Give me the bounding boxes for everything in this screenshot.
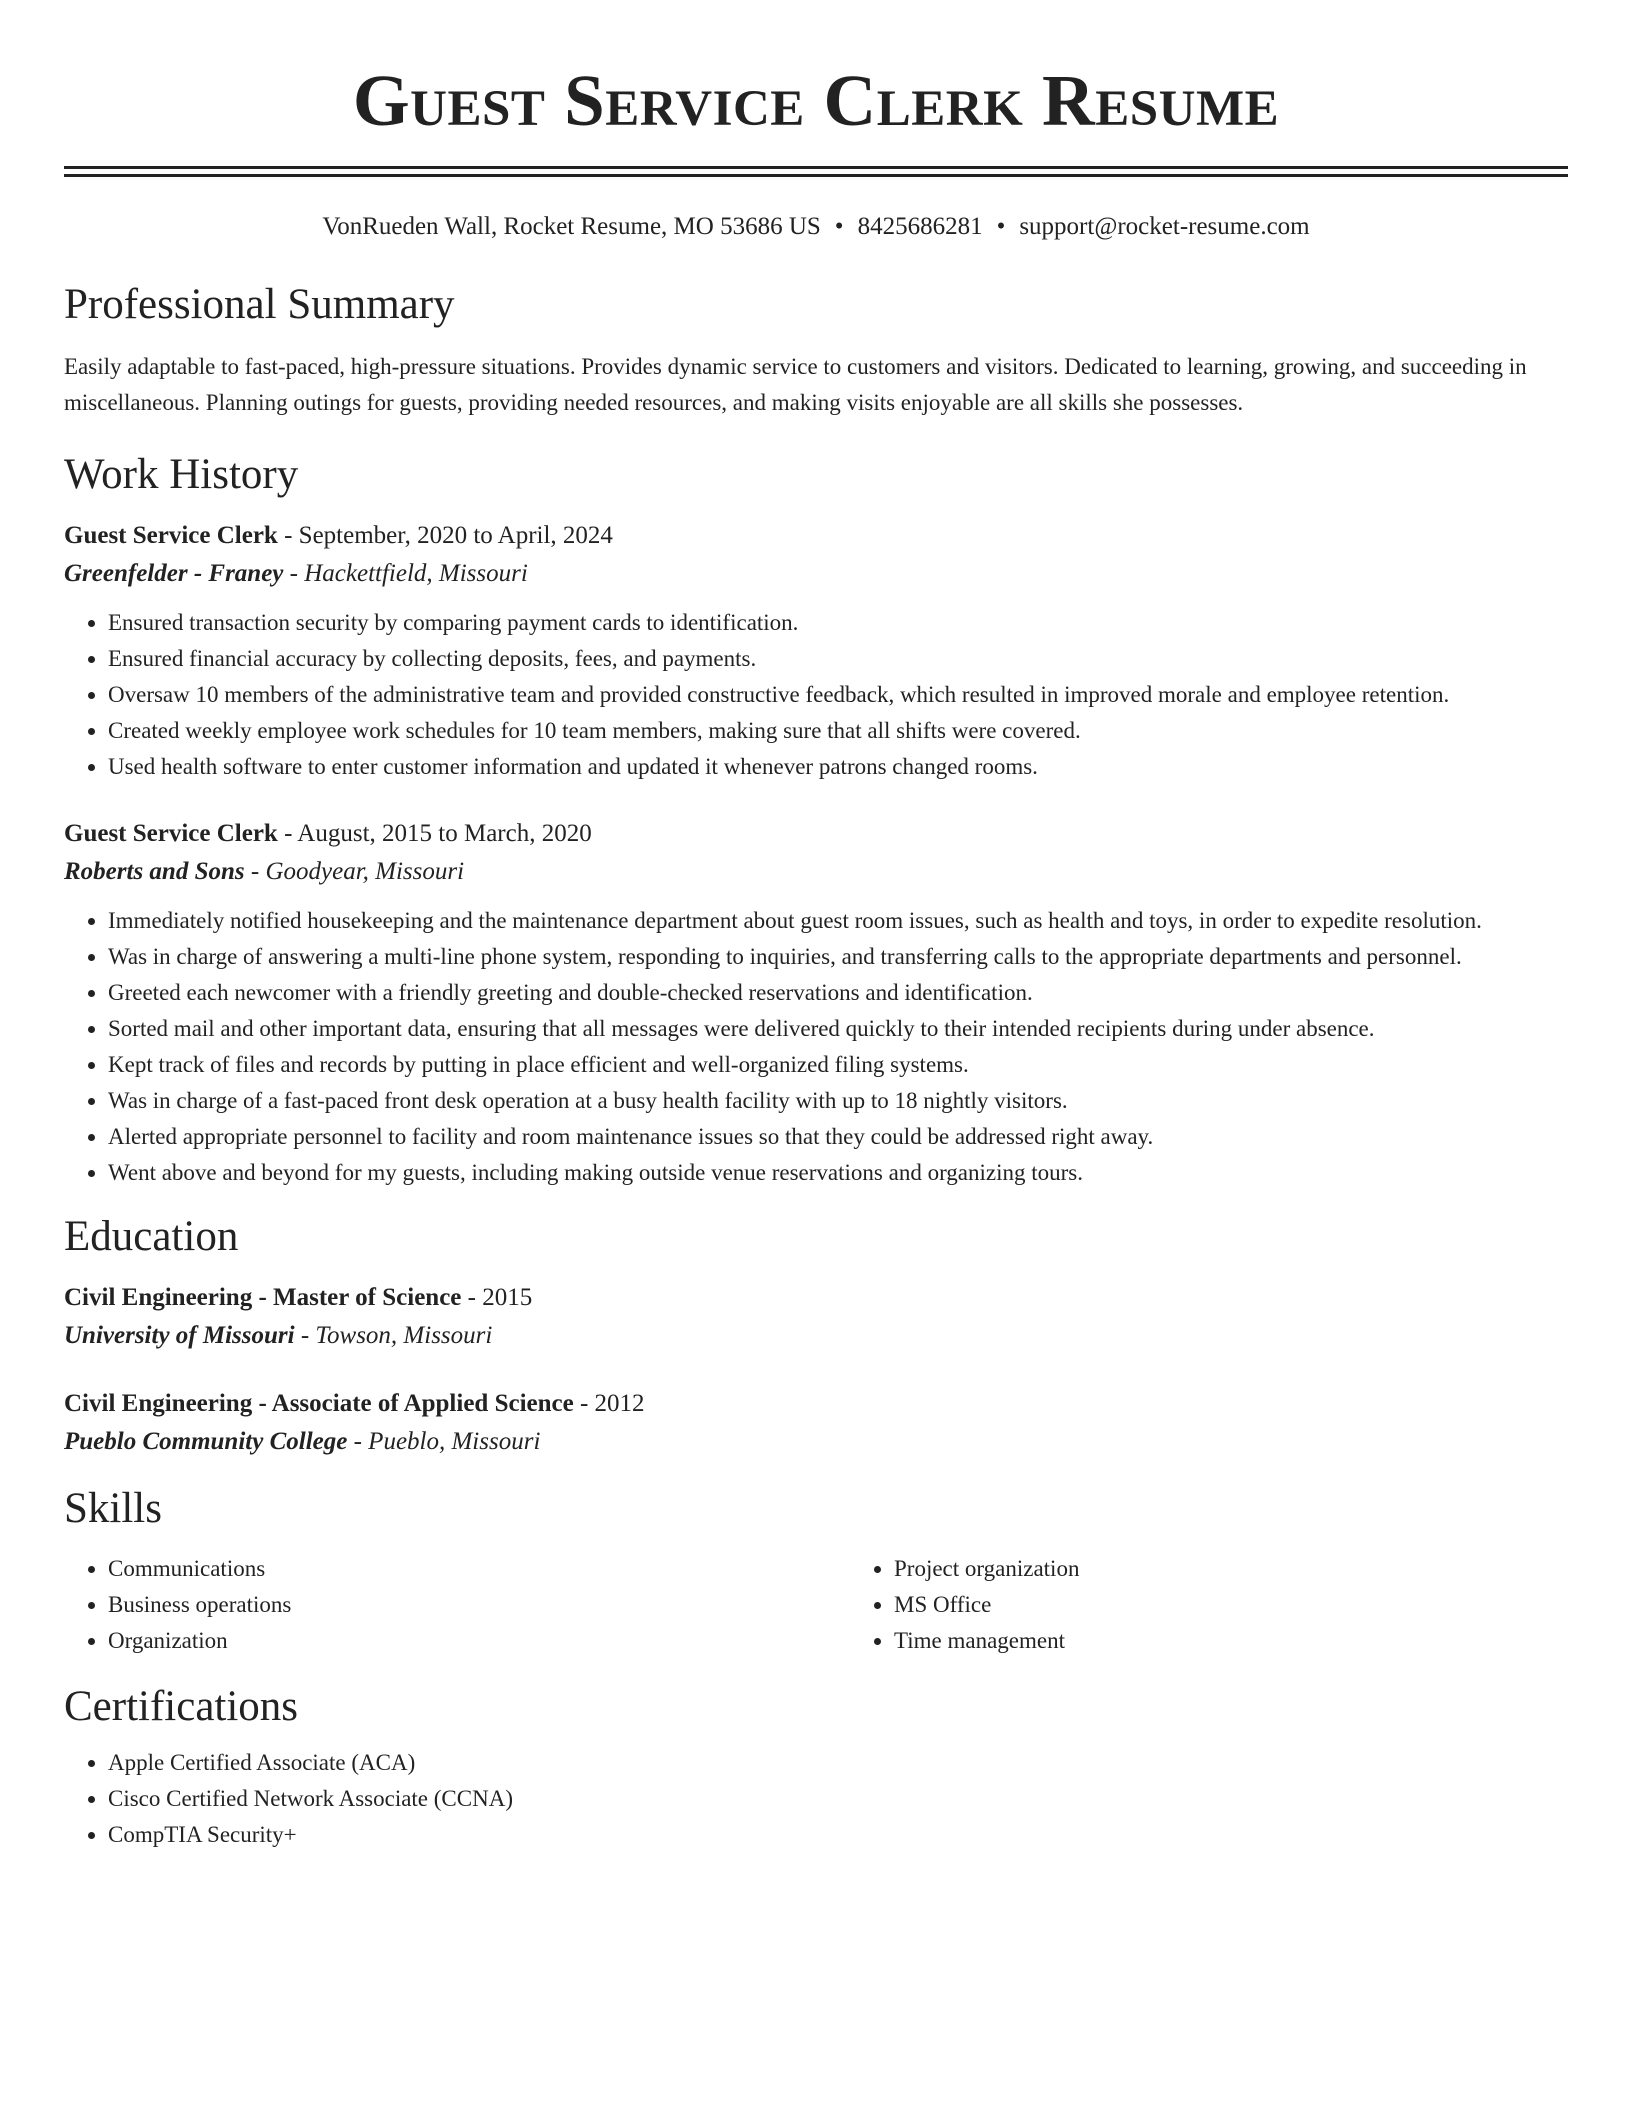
title-double-rule — [64, 166, 1568, 177]
summary-heading: Professional Summary — [64, 281, 455, 328]
job-company-line — [64, 555, 1568, 593]
skill-item: • Communications — [108, 1551, 850, 1587]
contact-address: VonRueden Wall, Rocket Resume, MO 53686 US — [322, 213, 821, 240]
contact-phone: 8425686281 — [857, 213, 983, 240]
contact-separator: • — [834, 213, 844, 240]
education-school-line — [64, 1423, 1568, 1461]
skill-item: • Organization — [108, 1623, 850, 1659]
certifications-heading: Certifications — [64, 1683, 299, 1730]
education-degree-line — [64, 1279, 1568, 1317]
job-bullet: • Ensured financial accuracy by collecting deposits, fees, and payments. — [108, 641, 1568, 677]
job-bullets — [64, 605, 1568, 785]
job-dates: - September, 2020 to April, 2024 — [277, 522, 613, 549]
education-section — [64, 1211, 1568, 1461]
job-title: Guest Service Clerk — [64, 820, 278, 847]
resume-title: Guest Service Clerk Resume — [352, 60, 1280, 141]
job-company: Roberts and Sons — [64, 858, 245, 885]
job-bullet: • Was in charge of answering a multi-line phone system, responding to inquiries, and transferring calls to the appropriate departments and personnel. — [108, 939, 1568, 975]
job-bullets — [64, 903, 1568, 1191]
job-title-line — [64, 815, 1568, 853]
skills-section — [64, 1483, 1568, 1659]
certification-item: • Cisco Certified Network Associate (CCNA) — [108, 1781, 1568, 1817]
certifications-section — [64, 1681, 1568, 1853]
education-location: - Pueblo, Missouri — [347, 1428, 541, 1455]
summary-section — [64, 279, 1568, 421]
job-location: - Goodyear, Missouri — [244, 858, 465, 885]
job-dates: - August, 2015 to March, 2020 — [277, 820, 592, 847]
job-title-line — [64, 517, 1568, 555]
contact-email: support@rocket-resume.com — [1019, 213, 1310, 240]
job-bullet: • Greeted each newcomer with a friendly greeting and double-checked reservations and identification. — [108, 975, 1568, 1011]
job-company: Greenfelder - Franey — [64, 560, 284, 587]
job-title: Guest Service Clerk — [64, 522, 278, 549]
certifications-list — [64, 1745, 1568, 1853]
job-bullet: • Ensured transaction security by comparing payment cards to identification. — [108, 605, 1568, 641]
skill-item: • Business operations — [108, 1587, 850, 1623]
education-school: Pueblo Community College — [64, 1428, 348, 1455]
job-bullet: • Alerted appropriate personnel to facility and room maintenance issues so that they could be addressed right away. — [108, 1119, 1568, 1155]
education-year: - 2012 — [573, 1390, 645, 1417]
skills-list-right — [850, 1551, 1632, 1659]
education-school-line — [64, 1317, 1568, 1355]
education-school: University of Missouri — [64, 1322, 295, 1349]
job-bullet: • Went above and beyond for my guests, including making outside venue reservations and organizing tours. — [108, 1155, 1568, 1191]
skill-item: • Time management — [894, 1623, 1632, 1659]
education-entry — [64, 1279, 1568, 1355]
work-history-section — [64, 449, 1568, 1191]
summary-text: Easily adaptable to fast-paced, high-pressure situations. Provides dynamic service to customers and visitors. Dedicated to learning, growing, and succeeding in miscellaneous. Planning outings for guests, providing needed resources, and making visits enjoyable are all skills she possesses. — [64, 354, 1527, 415]
education-location: - Towson, Missouri — [294, 1322, 493, 1349]
contact-line — [64, 211, 1568, 243]
job-entry — [64, 517, 1568, 785]
job-bullet: • Used health software to enter customer information and updated it whenever patrons changed rooms. — [108, 749, 1568, 785]
job-bullet: • Oversaw 10 members of the administrative team and provided constructive feedback, which resulted in improved morale and employee retention. — [108, 677, 1568, 713]
job-bullet: • Immediately notified housekeeping and the maintenance department about guest room issues, such as health and toys, in order to expedite resolution. — [108, 903, 1568, 939]
skill-item: • MS Office — [894, 1587, 1632, 1623]
skills-columns — [64, 1541, 1568, 1659]
job-entry — [64, 815, 1568, 1191]
job-bullet: • Created weekly employee work schedules for 10 team members, making sure that all shifts were covered. — [108, 713, 1568, 749]
certification-item: • CompTIA Security+ — [108, 1817, 1568, 1853]
work-history-heading: Work History — [64, 451, 299, 498]
job-bullet: • Was in charge of a fast-paced front desk operation at a busy health facility with up to 18 nightly visitors. — [108, 1083, 1568, 1119]
contact-separator: • — [996, 213, 1006, 240]
job-bullet: • Kept track of files and records by putting in place efficient and well-organized filing systems. — [108, 1047, 1568, 1083]
skill-item: • Project organization — [894, 1551, 1632, 1587]
education-degree: Civil Engineering - Associate of Applied Science — [64, 1390, 574, 1417]
education-heading: Education — [64, 1213, 239, 1260]
certification-item: • Apple Certified Associate (ACA) — [108, 1745, 1568, 1781]
job-bullet: • Sorted mail and other important data, ensuring that all messages were delivered quickly to their intended recipients during under absence. — [108, 1011, 1568, 1047]
job-company-line — [64, 853, 1568, 891]
education-year: - 2015 — [461, 1284, 533, 1311]
skills-heading: Skills — [64, 1485, 162, 1532]
education-degree: Civil Engineering - Master of Science — [64, 1284, 462, 1311]
education-degree-line — [64, 1385, 1568, 1423]
skills-list-left — [64, 1551, 850, 1659]
job-location: - Hackettfield, Missouri — [283, 560, 528, 587]
education-entry — [64, 1385, 1568, 1461]
